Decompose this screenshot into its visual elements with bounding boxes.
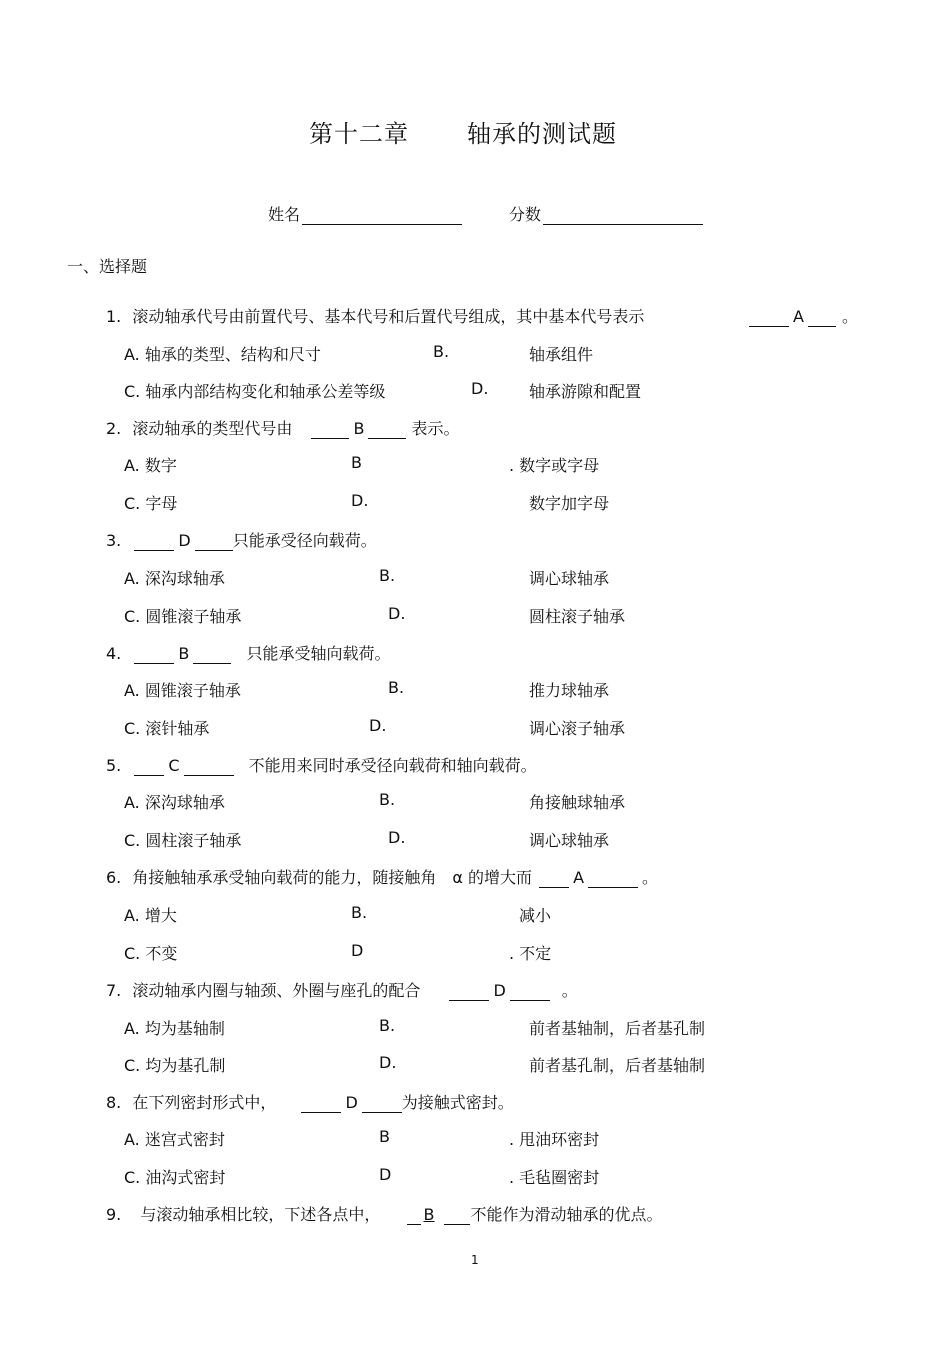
answer: A (573, 868, 585, 887)
option-d: 轴承游隙和配置 (529, 382, 642, 401)
question-text: 只能承受轴向载荷。 (246, 644, 391, 663)
question-number: 6. (106, 868, 122, 887)
option-a: A. 迷宫式密封 (124, 1130, 225, 1149)
score-label: 分数 (509, 205, 542, 224)
question-text: 角接触轴承承受轴向载荷的能力，随接触角 α 的增大而 (132, 868, 532, 887)
answer-blank-1 (749, 304, 858, 327)
question-number: 5. (106, 756, 122, 775)
question-6 (106, 865, 658, 888)
option-c: C. 字母 (124, 494, 178, 513)
option-b-letter: B. (379, 1016, 396, 1035)
question-suffix: 。 (561, 981, 578, 1000)
question-text: 滚动轴承的类型代号由 (132, 419, 293, 438)
question-number: 3. (106, 531, 122, 550)
option-c: C. 均为基孔制 (124, 1056, 226, 1075)
question-4 (106, 641, 390, 664)
option-a: A. 增大 (124, 906, 177, 925)
option-a: A. 圆锥滚子轴承 (124, 681, 241, 700)
option-c: C. 圆锥滚子轴承 (124, 607, 242, 626)
answer: B (423, 1205, 435, 1224)
answer: D (178, 531, 191, 550)
option-c: C. 圆柱滚子轴承 (124, 831, 242, 850)
option-b: 调心球轴承 (529, 569, 610, 588)
option-d-letter: D. (369, 716, 387, 735)
answer: C (168, 756, 180, 775)
question-suffix: 。 (841, 307, 858, 326)
option-a: A. 深沟球轴承 (124, 793, 225, 812)
option-d: 调心滚子轴承 (529, 719, 626, 738)
question-3 (106, 528, 377, 551)
option-d-letter: D. (388, 604, 406, 623)
option-c: C. 油沟式密封 (124, 1168, 226, 1187)
answer: B (178, 644, 190, 663)
name-label: 姓名 (268, 205, 301, 224)
answer: B (353, 419, 365, 438)
option-d: 调心球轴承 (529, 831, 610, 850)
question-number: 4. (106, 644, 122, 663)
option-d-letter: D. (379, 1053, 397, 1072)
question-9 (106, 1202, 662, 1225)
question-text: 滚动轴承内圈与轴颈、外圈与座孔的配合 (132, 981, 421, 1000)
answer: A (793, 307, 804, 326)
question-7 (106, 978, 578, 1001)
option-c: C. 轴承内部结构变化和轴承公差等级 (124, 382, 386, 401)
question-text: 与滚动轴承相比较，下述各点中， (140, 1205, 381, 1224)
score-field (509, 202, 703, 225)
question-2 (106, 416, 460, 439)
question-suffix: 不能作为滑动轴承的优点。 (470, 1205, 663, 1224)
option-b: . 数字或字母 (509, 456, 600, 475)
name-field (268, 202, 462, 225)
option-a: A. 轴承的类型、结构和尺寸 (124, 345, 321, 364)
name-blank (302, 206, 462, 225)
option-b: 轴承组件 (529, 345, 594, 364)
question-text: 在下列密封形式中， (132, 1093, 277, 1112)
question-1 (106, 304, 644, 327)
option-a: A. 数字 (124, 456, 177, 475)
option-d: 数字加字母 (529, 494, 610, 513)
question-8 (106, 1090, 514, 1113)
answer: D (493, 981, 506, 1000)
option-b-letter: B (351, 453, 362, 472)
page-title: 轴承的测试题 (467, 120, 617, 148)
option-b-letter: B. (379, 566, 396, 585)
option-d-letter: D (379, 1165, 392, 1184)
score-blank (543, 206, 703, 225)
option-d: . 毛毡圈密封 (509, 1168, 600, 1187)
chapter-label: 第十二章 (309, 120, 409, 148)
option-b-letter: B (379, 1127, 390, 1146)
option-b: 角接触球轴承 (529, 793, 626, 812)
option-b: 推力球轴承 (529, 681, 610, 700)
question-text: 不能用来同时承受径向载荷和轴向载荷。 (248, 756, 537, 775)
question-text: 只能承受径向载荷。 (232, 531, 377, 550)
section-heading: 一、选择题 (67, 257, 148, 276)
option-b: 减小 (519, 906, 552, 925)
question-number: 2. (106, 419, 122, 438)
option-d: 前者基孔制，后者基轴制 (529, 1056, 706, 1075)
option-d: 圆柱滚子轴承 (529, 607, 626, 626)
option-c: C. 滚针轴承 (124, 719, 210, 738)
option-b-letter: B. (351, 903, 368, 922)
page-number: 1 (471, 1253, 479, 1267)
option-b: . 甩油环密封 (509, 1130, 600, 1149)
option-b-letter: B. (388, 678, 405, 697)
option-d: . 不定 (509, 944, 552, 963)
question-suffix: 。 (642, 868, 659, 887)
answer: D (345, 1093, 358, 1112)
option-d-letter: D. (351, 491, 369, 510)
option-d-letter: D. (471, 379, 489, 398)
question-number: 9. (106, 1205, 122, 1224)
question-5 (106, 753, 537, 776)
question-number: 7. (106, 981, 122, 1000)
question-suffix: 为接触式密封。 (401, 1093, 514, 1112)
question-text: 滚动轴承代号由前置代号、基本代号和后置代号组成，其中基本代号表示 (132, 307, 645, 326)
option-c: C. 不变 (124, 944, 178, 963)
question-number: 8. (106, 1093, 122, 1112)
option-a: A. 均为基轴制 (124, 1019, 225, 1038)
option-b: 前者基轴制，后者基孔制 (529, 1019, 706, 1038)
option-d-letter: D (351, 941, 364, 960)
question-suffix: 表示。 (411, 419, 460, 438)
option-a: A. 深沟球轴承 (124, 569, 225, 588)
option-b-letter: B. (433, 342, 450, 361)
question-number: 1. (106, 307, 122, 326)
option-b-letter: B. (379, 790, 396, 809)
option-d-letter: D. (388, 828, 406, 847)
